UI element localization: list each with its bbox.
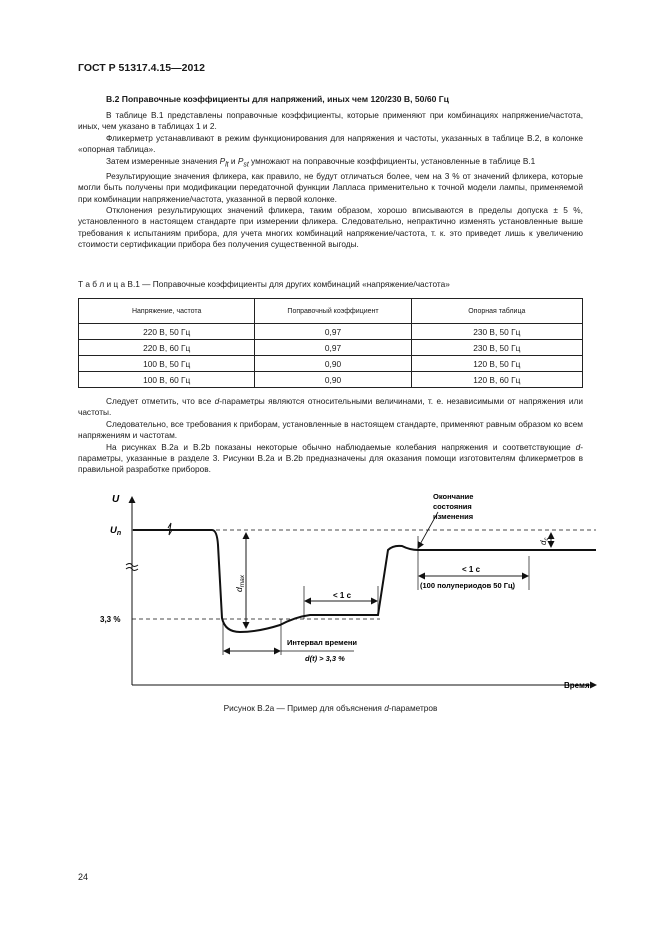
interval-label-line1: Интервал времени xyxy=(287,638,358,647)
dc-label: $d_c$ xyxy=(539,537,550,545)
paragraph-8: На рисунках В.2а и В.2b показаны некоторые обычно наблюдаемые колебания напряжения и соответствующие d-параметры, указанные в разделе 3. Рисунки В.2а и В.2b предназначены для оказания помощи изготовителям фликерметров в правильной разработке приборов. xyxy=(78,441,583,475)
table-cell: 120 В, 50 Гц xyxy=(411,356,582,372)
section-title: B.2 Поправочные коэффициенты для напряжений, иных чем 120/230 В, 50/60 Гц xyxy=(106,94,449,104)
voltage-curve xyxy=(133,530,596,632)
interval-label-line2: d(t) > 3,3 % xyxy=(305,654,345,663)
y-axis-label: U xyxy=(112,494,120,505)
table-cell: 220 В, 60 Гц xyxy=(79,340,255,356)
halfperiods-label: (100 полупериодов 50 Гц) xyxy=(420,581,516,590)
paragraph-5: Отклонения результирующих значений фликера, таким образом, хорошо вписываются в пределы допуска ± 5 %, установленного в настоящем стандарте при измерении фликера. Следовательно, непрактично изменять установленные выше требования к испытаниям прибора, для учета многих комбинаций напряжение/частота, т. к. это приведет лишь к увеличению стоимости сертификации прибора без получения существенной выгоды. xyxy=(78,204,583,250)
table-header-cell: Напряжение, частота xyxy=(79,299,255,324)
table-cell: 230 В, 50 Гц xyxy=(411,324,582,340)
table-cell: 230 В, 50 Гц xyxy=(411,340,582,356)
paragraph-6: Следует отметить, что все d-параметры являются относительными величинами, т. е. независимыми от напряжения или частоты. xyxy=(78,396,583,418)
steady-label-line2: состояния xyxy=(433,502,472,511)
lt1s-label: < 1 с xyxy=(333,591,352,600)
table-header-cell: Поправочный коэффициент xyxy=(255,299,411,324)
steady-label-line3: изменения xyxy=(433,512,474,521)
paragraph-2: Фликерметр устанавливают в режим функционирования для напряжения и частоты, указанных в таблице В.2, в колонке «опорная таблица». xyxy=(78,132,583,155)
table-cell: 120 В, 60 Гц xyxy=(411,372,582,388)
paragraph-1: В таблице В.1 представлены поправочные коэффициенты, которые применяют при комбинациях напряжение/частота, иных, чем указано в таблицах 1 и 2. xyxy=(78,110,583,132)
document-header: ГОСТ Р 51317.4.15—2012 xyxy=(78,62,205,74)
steady-duration-label: < 1 с xyxy=(462,565,481,574)
x-axis-label: Время xyxy=(564,681,590,690)
un-label: $U_n$ xyxy=(110,525,122,537)
paragraph-4: Результирующие значения фликера, как правило, не будут отличаться более, чем на 3 % от значений фликера, которые могли быть получены при модификации передаточной функции Лапласа применительно к точной модели лампы, применяемой при комбинации напряжение/частота, указанной в первой колонке. xyxy=(78,170,583,204)
paragraph-3: Затем измеренные значения $P_{lt}$ и $P_{st}$ умножают на поправочные коэффициенты, установленные в таблице В.1 xyxy=(106,155,536,169)
table-cell: 0,90 xyxy=(255,356,411,372)
page-number: 24 xyxy=(78,872,89,882)
table-cell: 100 В, 60 Гц xyxy=(79,372,255,388)
table-header-cell: Опорная таблица xyxy=(411,299,582,324)
steady-label-line1: Окончание xyxy=(433,492,474,501)
paragraph-7: Следовательно, все требования к приборам, установленные в настоящем стандарте, применяют равным образом ко всем напряжениям и частотам. xyxy=(78,418,583,441)
table-cell: 220 В, 50 Гц xyxy=(79,324,255,340)
table-cell: 0,97 xyxy=(255,324,411,340)
figure-caption: Рисунок В.2а — Пример для объяснения d-параметров xyxy=(223,703,438,713)
dmax-label: $d_{max}$ xyxy=(234,574,246,592)
table-caption: Т а б л и ц а В.1 — Поправочные коэффициенты для других комбинаций «напряжение/частота» xyxy=(78,279,450,289)
table-cell: 0,90 xyxy=(255,372,411,388)
table-cell: 100 В, 50 Гц xyxy=(79,356,255,372)
table-cell: 0,97 xyxy=(255,340,411,356)
pct-label: 3,3 % xyxy=(100,615,121,624)
